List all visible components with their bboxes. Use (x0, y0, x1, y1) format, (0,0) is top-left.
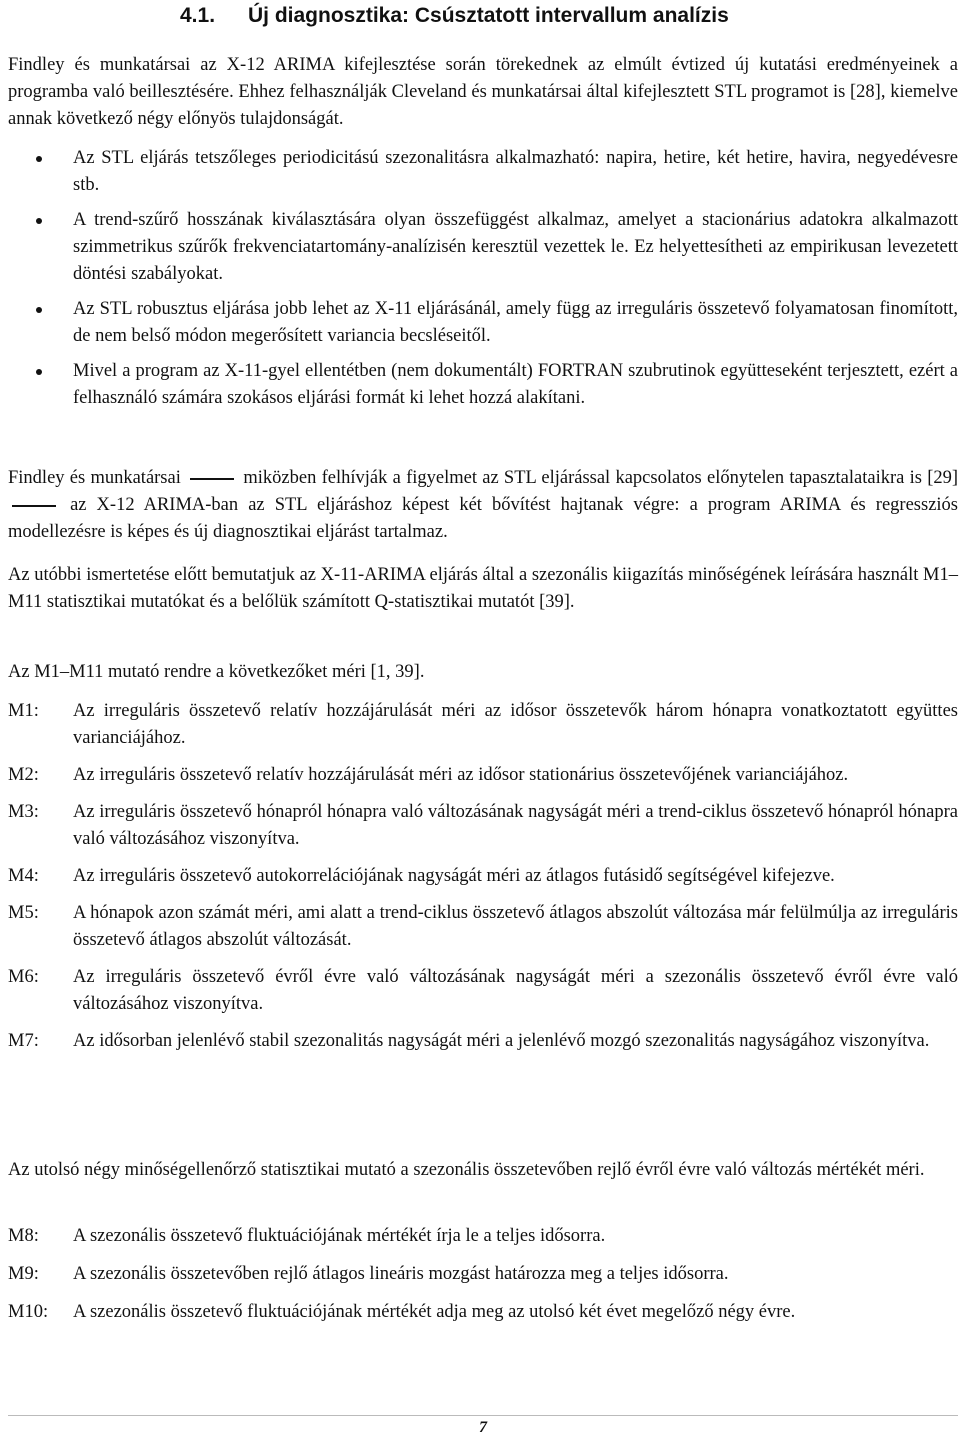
findley-part-2: miközben felhívják a figyelmet az STL eljárással kapcsolatos előnytelen tapasztalataikra is [29] (243, 468, 959, 488)
measure-text: A hónapok azon számát méri, ami alatt a trend-ciklus összetevő átlagos abszolút változása már felülmúlja az irreguláris összetevő átlagos abszolút változását. (73, 903, 958, 950)
measure-item (8, 863, 958, 890)
measure-text: A szezonális összetevő fluktuációjának mértékét írja le a teljes idősorra. (73, 1226, 606, 1246)
measure-code: M9: (8, 1264, 39, 1284)
measure-text: Az idősorban jelenlévő stabil szezonalitás nagyságát méri a jelenlévő mozgó szezonalitás nagyságához viszonyítva. (73, 1031, 930, 1051)
em-dash (12, 505, 56, 507)
intro-paragraph: Findley és munkatársai az X-12 ARIMA kifejlesztése során törekednek az elmúlt évtized új kutatási eredményeinek a programba való beillesztésére. Ehhez felhasználják Cleveland és munkatársai által kifejlesztett STL programot is [28], kiemelve annak következő négy előnyös tulajdonságát. (8, 55, 958, 129)
footer-divider (8, 1415, 958, 1416)
advantage-item (8, 145, 958, 199)
advantage-text: Az STL eljárás tetszőleges periodicitású szezonalitásra alkalmazható: napira, hetire, két hetire, havira, negyedévesre stb. (73, 148, 958, 195)
em-dash (190, 478, 234, 480)
measure-text: A szezonális összetevő fluktuációjának mértékét adja meg az utolsó két évet megelőző négy évre. (73, 1302, 796, 1322)
section-title: Új diagnosztika: Csúsztatott intervallum analízis (248, 4, 729, 27)
measure-code: M5: (8, 903, 39, 923)
findley-paragraph (8, 465, 958, 546)
measure-text: Az irreguláris összetevő autokorrelációjának nagyságát méri az átlagos futásidő segítségével kifejezve. (73, 866, 835, 886)
bullet-dot (36, 307, 42, 313)
measure-text: A szezonális összetevőben rejlő átlagos lineáris mozgást határozza meg a teljes idősorra. (73, 1264, 729, 1284)
measure-code: M8: (8, 1226, 39, 1246)
measure-item (8, 1223, 958, 1250)
measure-item (8, 1028, 958, 1055)
measure-code: M1: (8, 701, 39, 721)
measure-item (8, 964, 958, 1018)
section-heading (180, 2, 729, 30)
measure-text: Az irreguláris összetevő relatív hozzájárulását méri az idősor stationárius összetevőjének varianciájához. (73, 765, 849, 785)
last-four-paragraph: Az utolsó négy minőségellenőrző statisztikai mutató a szezonális összetevőben rejlő évről évre való változás mértékét méri. (8, 1160, 925, 1180)
measure-text: Az irreguláris összetevő évről évre való változásának nagyságát méri a szezonális összetevő évről évre való változásához viszonyítva. (73, 967, 958, 1014)
measure-item (8, 762, 958, 789)
page-number: 7 (479, 1419, 487, 1436)
advantage-item (8, 296, 958, 350)
section-number: 4.1. (180, 4, 216, 27)
measures-list-b (8, 1223, 958, 1326)
findley-part-1: Findley és munkatársai (8, 468, 181, 488)
measure-item (8, 1261, 958, 1288)
advantage-text: Az STL robusztus eljárása jobb lehet az X-11 eljárásánál, amely függ az irreguláris összetevő folyamatosan finomított, de nem belső módon megerősített variancia becsléseitől. (73, 299, 958, 346)
measure-code: M2: (8, 765, 39, 785)
measure-code: M7: (8, 1031, 39, 1051)
m-list-lead: Az M1–M11 mutató rendre a következőket méri [1, 39]. (8, 662, 425, 682)
measure-code: M4: (8, 866, 39, 886)
bullet-dot (36, 369, 42, 375)
advantage-item (8, 207, 958, 288)
findley-part-3: az X-12 ARIMA-ban az STL eljáráshoz képest két bővítést hajtanak végre: a program ARIMA és regressziós modellezésre is képes és új diagnosztikai eljárást tartalmaz. (8, 495, 958, 542)
advantage-item (8, 358, 958, 412)
advantages-list (8, 145, 958, 420)
measures-list-a (8, 698, 958, 1055)
bullet-dot (36, 218, 42, 224)
advantage-text: Mivel a program az X-11-gyel ellentétben (nem dokumentált) FORTRAN szubrutinok együtteseként terjesztett, ezért a felhasználó számára szokásos eljárási formát ki lehet hozzá alakítani. (73, 361, 958, 408)
measure-code: M10: (8, 1302, 49, 1322)
m-statistics-intro-paragraph: Az utóbbi ismertetése előtt bemutatjuk az X-11-ARIMA eljárás által a szezonális kiigazítás minőségének leírására használt M1–M11 statisztikai mutatókat és a belőlük számított Q-statisztikai mutatót [39]. (8, 565, 958, 612)
measure-item (8, 1299, 958, 1326)
measure-item (8, 900, 958, 954)
measure-code: M3: (8, 802, 39, 822)
measure-text: Az irreguláris összetevő hónapról hónapra való változásának nagyságát méri a trend-ciklus összetevő hónapról hónapra való változásához viszonyítva. (73, 802, 958, 849)
advantage-text: A trend-szűrő hosszának kiválasztására olyan összefüggést alkalmaz, amelyet a stacionárius adatokra alkalmazott szimmetrikus szűrők frekvenciatartomány-analízisén keresztül vezettek le. Ez helyettesítheti az empirikusan levezetett döntési szabályokat. (73, 210, 958, 284)
measure-text: Az irreguláris összetevő relatív hozzájárulását méri az idősor összetevők három hónapra vonatkoztatott együttes varianciájához. (73, 701, 958, 748)
measure-item (8, 698, 958, 752)
measure-item (8, 799, 958, 853)
bullet-dot (36, 156, 42, 162)
measure-code: M6: (8, 967, 39, 987)
